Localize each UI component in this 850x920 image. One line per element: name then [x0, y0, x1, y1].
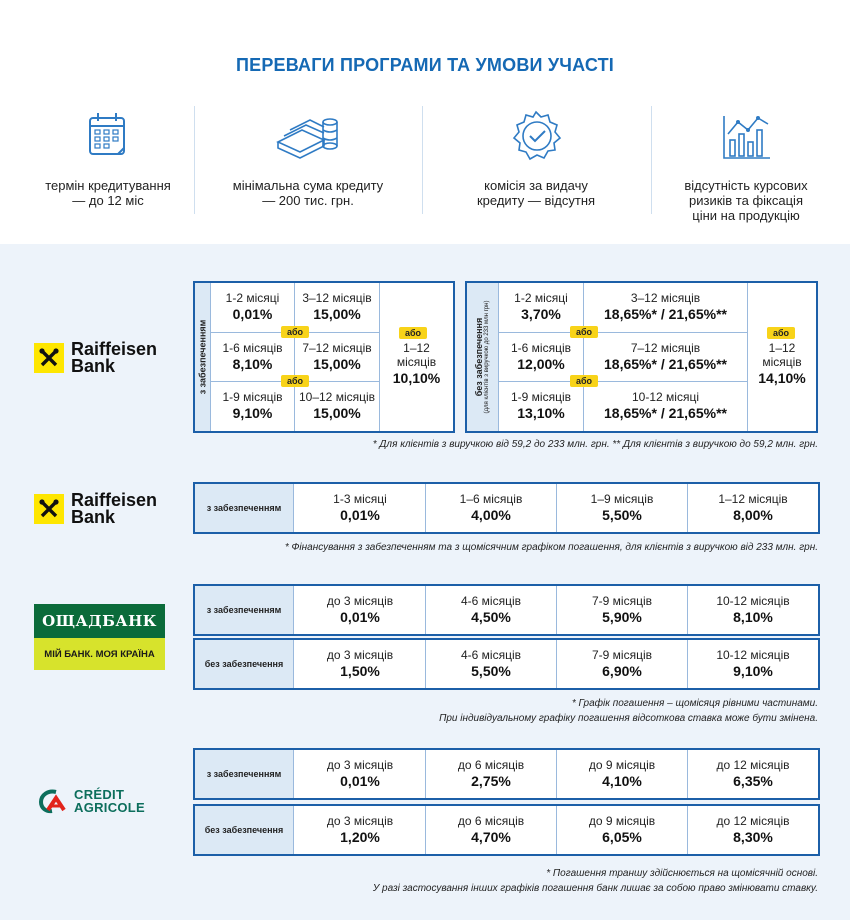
coins-icon — [272, 108, 344, 164]
rate-cell: 1-9 місяців 9,10% — [222, 390, 283, 421]
rate-cell: 7-9 місяців 6,90% — [591, 648, 652, 679]
or-badge: або — [570, 326, 598, 338]
or-badge: або — [281, 375, 309, 387]
rate-cell: 10-12 місяців 8,10% — [716, 594, 790, 625]
rate-cell-full-term: 1–12 місяців 14,10% — [758, 341, 806, 386]
feature-min-sum-text: мінімальна сума кредиту — 200 тис. грн. — [232, 178, 384, 208]
raiffeisen-logo-line1: Raiffeisen — [71, 490, 158, 510]
check-badge-icon — [508, 108, 564, 164]
raiffeisen-mark-icon — [34, 343, 64, 373]
rate-cell: 3–12 місяців 18,65%* / 21,65%** — [604, 291, 727, 322]
rate-cell: 1-2 місяці 0,01% — [225, 291, 280, 322]
oschadbank-unsecured-table — [193, 638, 820, 690]
calendar-icon — [84, 108, 132, 164]
feature-term — [8, 100, 208, 208]
rate-cell: 1–9 місяців 5,50% — [590, 492, 654, 523]
feature-commission — [436, 100, 636, 208]
raiffeisen-secured-table — [193, 281, 455, 433]
ca-logo-line1: CRÉDIT — [74, 787, 125, 802]
rate-cell-full-term: 1–12 місяців 10,10% — [392, 341, 441, 386]
or-badge: або — [281, 326, 309, 338]
oschadbank-footnote: * Графік погашення – щомісяця рівними частинами. При індивідуальному графіку погашення відсоткова ставка може бути змінена. — [439, 698, 818, 724]
raiffeisen-logo-line2: Bank — [71, 356, 116, 376]
unsecured-tag: без забезпечення — [195, 806, 294, 854]
rate-cell: 10–12 місяців 15,00% — [298, 390, 376, 421]
rate-cell: 1–12 місяців 8,00% — [718, 492, 788, 523]
secured-tag: з забезпеченням — [195, 750, 294, 798]
credit-agricole-mark-icon — [36, 786, 70, 816]
feature-no-risk — [646, 100, 846, 223]
raiffeisen-mark-icon — [34, 494, 64, 524]
raiffeisen-secured-row-table — [193, 482, 820, 534]
rate-cell: 1-6 місяців 12,00% — [510, 341, 571, 372]
rate-cell: 7–12 місяців 18,65%* / 21,65%** — [604, 341, 727, 372]
rate-cell: 1-2 місяці 3,70% — [514, 291, 568, 322]
credit-agricole-secured-table — [193, 748, 820, 800]
rate-cell: до 9 місяців 4,10% — [588, 758, 656, 789]
ca-logo-line2: AGRICOLE — [74, 800, 146, 815]
unsecured-tag: без забезпечення — [195, 640, 294, 688]
rate-cell: до 3 місяців 0,01% — [326, 594, 394, 625]
oschadbank-logo-name: ОЩАДБАНК — [34, 604, 165, 638]
feature-commission-text: комісія за видачу кредиту — відсутня — [476, 178, 596, 208]
page-title: ПЕРЕВАГИ ПРОГРАМИ ТА УМОВИ УЧАСТІ — [236, 55, 614, 75]
secured-tag: з забезпеченням — [195, 283, 211, 431]
rate-cell: до 9 місяців 6,05% — [588, 814, 656, 845]
or-badge: або — [767, 327, 795, 339]
raiffeisen-logo — [34, 492, 157, 526]
or-badge: або — [570, 375, 598, 387]
or-badge: або — [399, 327, 427, 339]
rate-cell: 4-6 місяців 4,50% — [460, 594, 521, 625]
credit-agricole-footnote: * Погашення траншу здійснюється на щомісячній основі. У разі застосування інших графіків погашення банк лишає за собою право змінювати ставку. — [372, 868, 818, 894]
rate-cell: 7-9 місяців 5,90% — [591, 594, 652, 625]
rate-cell: до 3 місяців 1,20% — [326, 814, 394, 845]
features-row — [0, 100, 850, 223]
rate-cell: 3–12 місяців 15,00% — [302, 291, 372, 322]
feature-no-risk-text: відсутність курсових ризиків та фіксація ціни на продукцію — [684, 178, 808, 223]
rate-cell: до 12 місяців 8,30% — [716, 814, 790, 845]
chart-icon — [718, 108, 774, 164]
secured-tag: з забезпеченням — [195, 586, 294, 634]
rate-cell: 10-12 місяців 9,10% — [716, 648, 790, 679]
rate-cell: 4-6 місяців 5,50% — [460, 648, 521, 679]
rate-cell: до 3 місяців 0,01% — [326, 758, 394, 789]
rate-cell: 7–12 місяців 15,00% — [302, 341, 372, 372]
rate-cell: 1-3 місяці 0,01% — [333, 492, 387, 523]
raiffeisen-logo — [34, 341, 157, 375]
rate-cell: до 12 місяців 6,35% — [716, 758, 790, 789]
divider — [194, 106, 195, 214]
oschadbank-logo — [34, 604, 165, 670]
oschadbank-logo-slogan: МІЙ БАНК. МОЯ КРАЇНА — [34, 638, 165, 670]
feature-min-sum — [208, 100, 408, 208]
rate-cell: 1-9 місяців 13,10% — [510, 390, 571, 421]
raiffeisen-unsecured-table — [465, 281, 818, 433]
divider — [422, 106, 423, 214]
raiffeisen-logo-line1: Raiffeisen — [71, 339, 158, 359]
credit-agricole-unsecured-table — [193, 804, 820, 856]
feature-term-text: термін кредитування — до 12 міс — [45, 178, 171, 208]
secured-tag: з забезпеченням — [195, 484, 294, 532]
raiffeisen-footnote: * Для клієнтів з виручкою від 59,2 до 233 млн. грн. ** Для клієнтів з виручкою до 59,2 млн. грн. — [372, 439, 818, 450]
rate-cell: до 6 місяців 4,70% — [457, 814, 525, 845]
rate-cell: 1-6 місяців 8,10% — [222, 341, 283, 372]
rate-cell: 10-12 місяці 18,65%* / 21,65%** — [604, 390, 727, 421]
credit-agricole-logo — [36, 786, 145, 816]
rate-cell: до 3 місяців 1,50% — [326, 648, 394, 679]
raiffeisen2-footnote: * Фінансування з забезпеченням та з щомісячним графіком погашення, для клієнтів з виручкою від 233 млн. грн. — [284, 542, 818, 553]
rate-cell: 1–6 місяців 4,00% — [459, 492, 523, 523]
oschadbank-secured-table — [193, 584, 820, 636]
unsecured-tag: без забезпечення (для клієнтів з виручкою до 233 млн грн) — [467, 283, 499, 431]
rate-cell: до 6 місяців 2,75% — [457, 758, 525, 789]
raiffeisen-logo-line2: Bank — [71, 507, 116, 527]
